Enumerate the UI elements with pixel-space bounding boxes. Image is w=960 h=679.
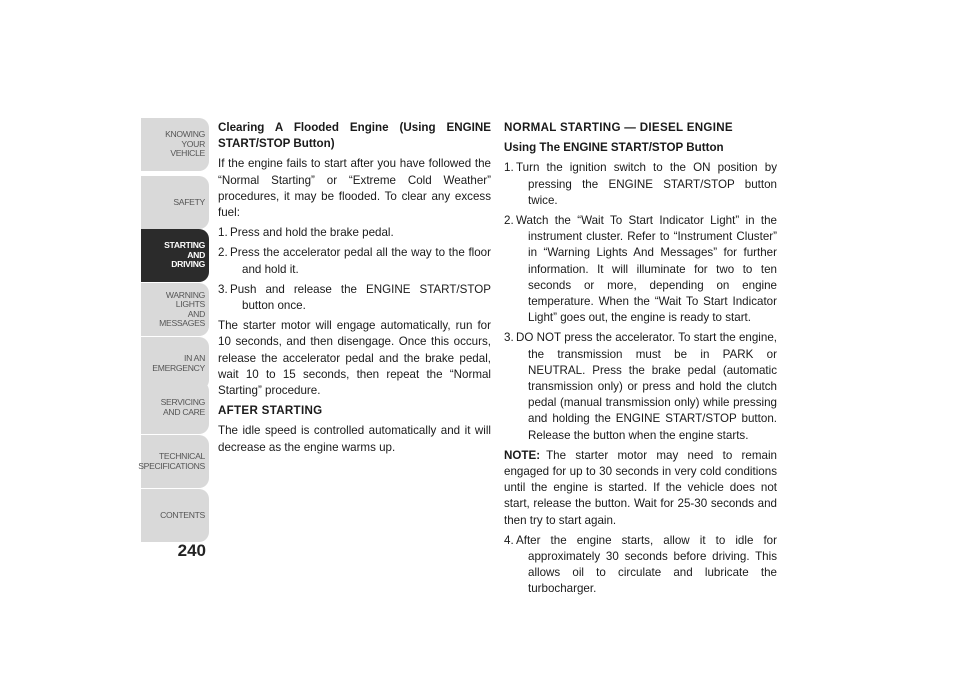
tab-label: IN AN EMERGENCY bbox=[152, 353, 205, 373]
tab-contents[interactable] bbox=[141, 489, 209, 542]
right-column bbox=[504, 120, 777, 602]
flooded-engine-steps bbox=[218, 225, 491, 314]
tab-label: CONTENTS bbox=[160, 509, 205, 520]
note-label: NOTE: bbox=[504, 448, 541, 462]
page-number: 240 bbox=[177, 541, 206, 560]
flooded-engine-heading: Clearing A Flooded Engine (Using ENGINE START/STOP Button) bbox=[218, 121, 491, 151]
step-text: Push and release the ENGINE START/STOP button once. bbox=[230, 282, 491, 313]
after-starting-body: The idle speed is controlled automatically and it will decrease as the engine warms up. bbox=[218, 424, 491, 454]
list-item bbox=[504, 160, 777, 209]
tab-label: SAFETY bbox=[173, 196, 205, 207]
diesel-starting-steps-continued bbox=[504, 533, 777, 598]
tab-label: SERVICING AND CARE bbox=[160, 397, 205, 417]
step-number: 3. bbox=[504, 331, 514, 345]
list-item bbox=[504, 330, 777, 443]
after-starting-heading: AFTER STARTING bbox=[218, 404, 323, 418]
list-item bbox=[504, 213, 777, 326]
step-text: DO NOT press the accelerator. To start the engine, the transmission must be in PARK or NEUTRAL. Press the brake pedal (automatic transmission only) or press and hold the clutch pedal (manual transmission only) while pressing and holding the ENGINE START/STOP button. Release the button when the engine starts. bbox=[516, 331, 777, 442]
tab-technical-specifications[interactable] bbox=[138, 435, 209, 488]
start-stop-subheading: Using The ENGINE START/STOP Button bbox=[504, 141, 724, 155]
tab-servicing-and-care[interactable] bbox=[141, 381, 209, 434]
diesel-starting-steps bbox=[504, 160, 777, 443]
tab-label: STARTING AND DRIVING bbox=[164, 240, 205, 270]
tab-knowing-your-vehicle[interactable] bbox=[141, 118, 209, 171]
diesel-starting-heading: NORMAL STARTING — DIESEL ENGINE bbox=[504, 121, 733, 134]
step-text: Turn the ignition switch to the ON position by pressing the ENGINE START/STOP button twice. bbox=[516, 161, 777, 207]
step-text: Press the accelerator pedal all the way to the floor and hold it. bbox=[230, 246, 491, 276]
list-item bbox=[218, 245, 491, 277]
step-text: After the engine starts, allow it to idle for approximately 30 seconds before driving. This allows oil to circulate and lubricate the turbocharger. bbox=[516, 533, 777, 596]
tab-label: TECHNICAL SPECIFICATIONS bbox=[138, 451, 205, 471]
list-item bbox=[218, 282, 491, 314]
list-item bbox=[218, 225, 491, 241]
note-text: The starter motor may need to remain engaged for up to 30 seconds in very cold conditions until the engine is started. If the vehicle does not start, release the button. Wait for 25-30 seconds and then try to start again. bbox=[504, 448, 777, 527]
step-text: Watch the “Wait To Start Indicator Light” in the instrument cluster. Refer to “Instrument Cluster” in “Warning Lights And Messages” for further information. It will illuminate for two to ten seconds or more, depending on engine temperature. When the “Wait To Start Indicator Light” goes out, the engine is ready to start. bbox=[516, 214, 777, 325]
step-number: 2. bbox=[504, 214, 514, 228]
flooded-engine-intro: If the engine fails to start after you have followed the “Normal Starting” or “Extreme Cold Weather” procedures, it may be flooded. To clear any excess fuel: bbox=[218, 157, 491, 220]
tab-starting-and-driving[interactable] bbox=[141, 229, 209, 282]
step-number: 4. bbox=[504, 533, 514, 547]
step-number: 2. bbox=[218, 246, 228, 260]
step-number: 1. bbox=[218, 226, 228, 240]
tab-label: WARNING LIGHTS AND MESSAGES bbox=[159, 289, 205, 328]
step-number: 3. bbox=[218, 282, 228, 296]
list-item bbox=[504, 533, 777, 598]
flooded-engine-body: The starter motor will engage automatically, run for 10 seconds, and then disengage. Once this occurs, release the accelerator pedal and the brake pedal, wait 10 to 15 seconds, then repeat the “Normal Starting” procedure. bbox=[218, 319, 491, 398]
left-column bbox=[218, 120, 491, 460]
step-number: 1. bbox=[504, 161, 514, 175]
tab-warning-lights-and-messages[interactable] bbox=[141, 283, 209, 336]
tab-label: KNOWING YOUR VEHICLE bbox=[165, 129, 205, 159]
tab-safety[interactable] bbox=[141, 176, 209, 229]
step-text: Press and hold the brake pedal. bbox=[230, 226, 394, 240]
note-paragraph bbox=[504, 448, 777, 529]
